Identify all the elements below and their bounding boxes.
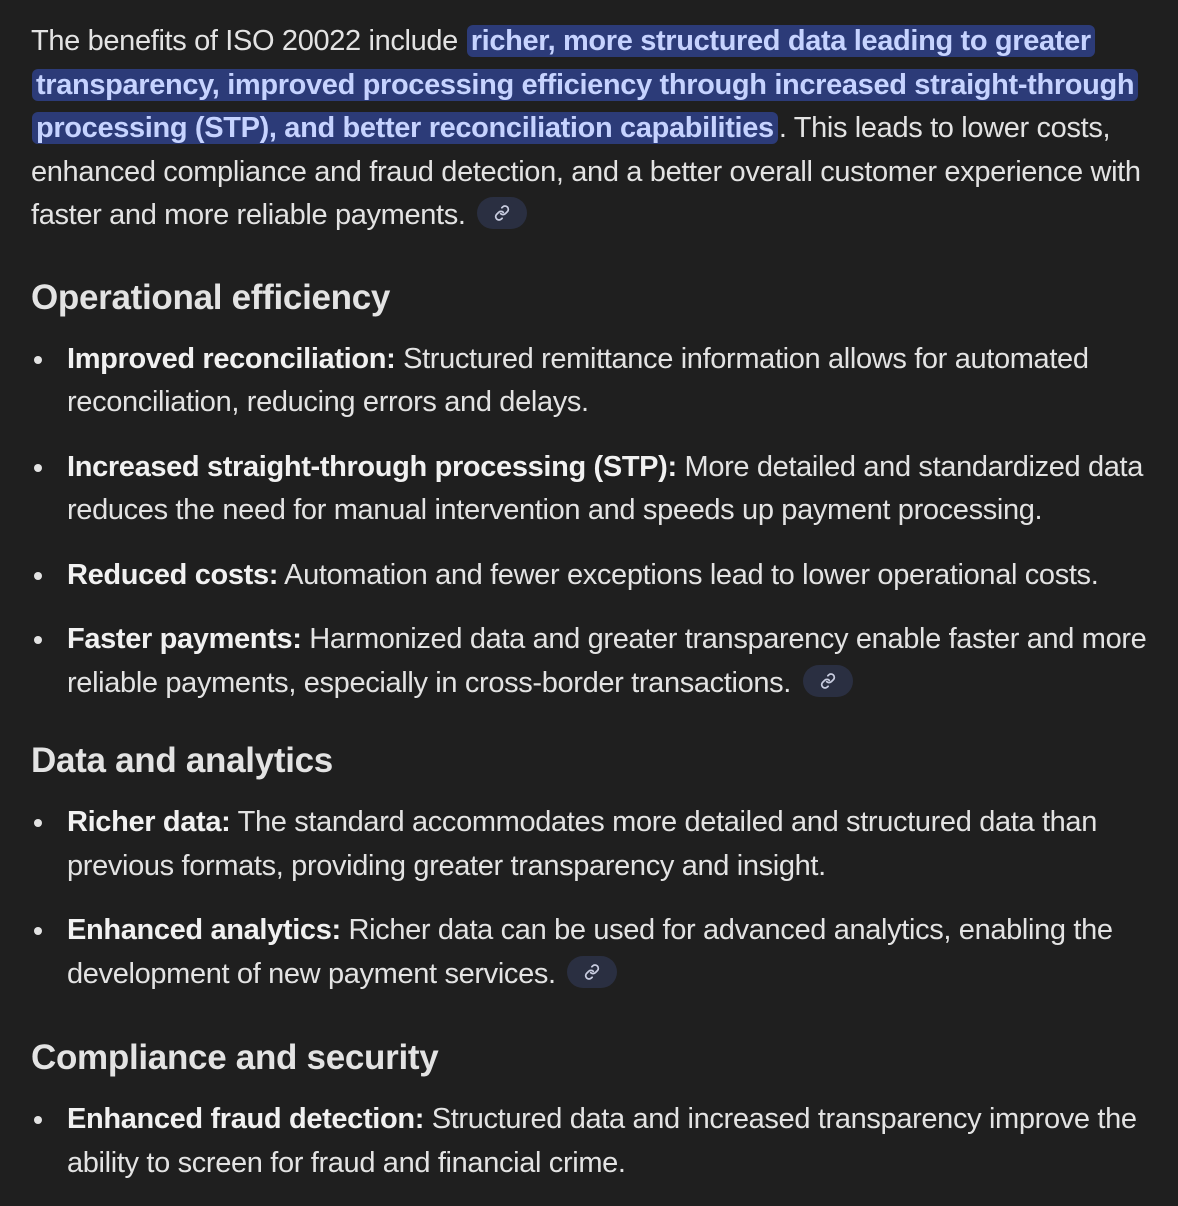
intro-text-after: . This leads to lower costs, enhanced compliance and fraud detection, and a better overall customer experience with faster and more reliable payments. <box>31 112 1141 231</box>
list-item-term: Richer data: <box>67 806 231 838</box>
list-item <box>31 618 1171 705</box>
list-item-term: Reduced costs: <box>67 558 279 591</box>
intro-text-before: The benefits of ISO 20022 include <box>31 25 458 57</box>
link-icon <box>494 205 510 221</box>
source-link-chip-intro[interactable] <box>477 197 527 229</box>
intro-highlighted-text[interactable]: richer, more structured data leading to greater transparency, improved processing efficiency through increased straight-through processing (STP), and better reconciliation capabilities <box>32 25 1138 144</box>
source-link-chip-operational[interactable] <box>803 665 853 697</box>
compliance-and-security-list <box>31 1098 1171 1185</box>
list-item-text: Automation and fewer exceptions lead to lower operational costs. <box>284 558 1099 591</box>
list-item-term: Faster payments: <box>67 623 302 655</box>
operational-efficiency-list <box>31 338 1171 706</box>
list-item-text: Structured remittance information allows for automated reconciliation, reducing errors and delays. <box>67 342 1089 418</box>
list-item <box>31 801 1171 888</box>
list-item-text: Structured data and increased transparency improve the ability to screen for fraud and financial crime. <box>67 1103 1137 1179</box>
link-icon <box>584 964 600 980</box>
list-item <box>31 338 1171 425</box>
list-item <box>31 909 1171 996</box>
list-item-term: Increased straight-through processing (STP): <box>67 450 677 483</box>
list-item-text: Harmonized data and greater transparency enable faster and more reliable payments, especially in cross-border transactions. <box>67 623 1147 699</box>
data-and-analytics-list <box>31 801 1171 996</box>
list-item-term: Improved reconciliation: <box>67 342 396 375</box>
list-item-term: Enhanced fraud detection: <box>67 1103 425 1135</box>
list-item <box>31 1098 1171 1185</box>
list-item-text: The standard accommodates more detailed and structured data than previous formats, providing greater transparency and insight. <box>67 806 1097 882</box>
link-icon <box>820 673 836 689</box>
response-content <box>31 20 1171 1206</box>
list-item-text: More detailed and standardized data reduces the need for manual intervention and speeds up payment processing. <box>67 450 1144 526</box>
list-item <box>31 446 1171 533</box>
section-heading-data-and-analytics: Data and analytics <box>31 741 333 780</box>
source-link-chip-analytics[interactable] <box>567 956 617 988</box>
intro-paragraph <box>31 20 1171 238</box>
list-item-text: Richer data can be used for advanced analytics, enabling the development of new payment services. <box>67 914 1113 990</box>
list-item <box>31 554 1171 598</box>
section-heading-operational-efficiency: Operational efficiency <box>31 277 391 317</box>
list-item-term: Enhanced analytics: <box>67 914 341 946</box>
section-heading-compliance-and-security: Compliance and security <box>31 1038 439 1077</box>
